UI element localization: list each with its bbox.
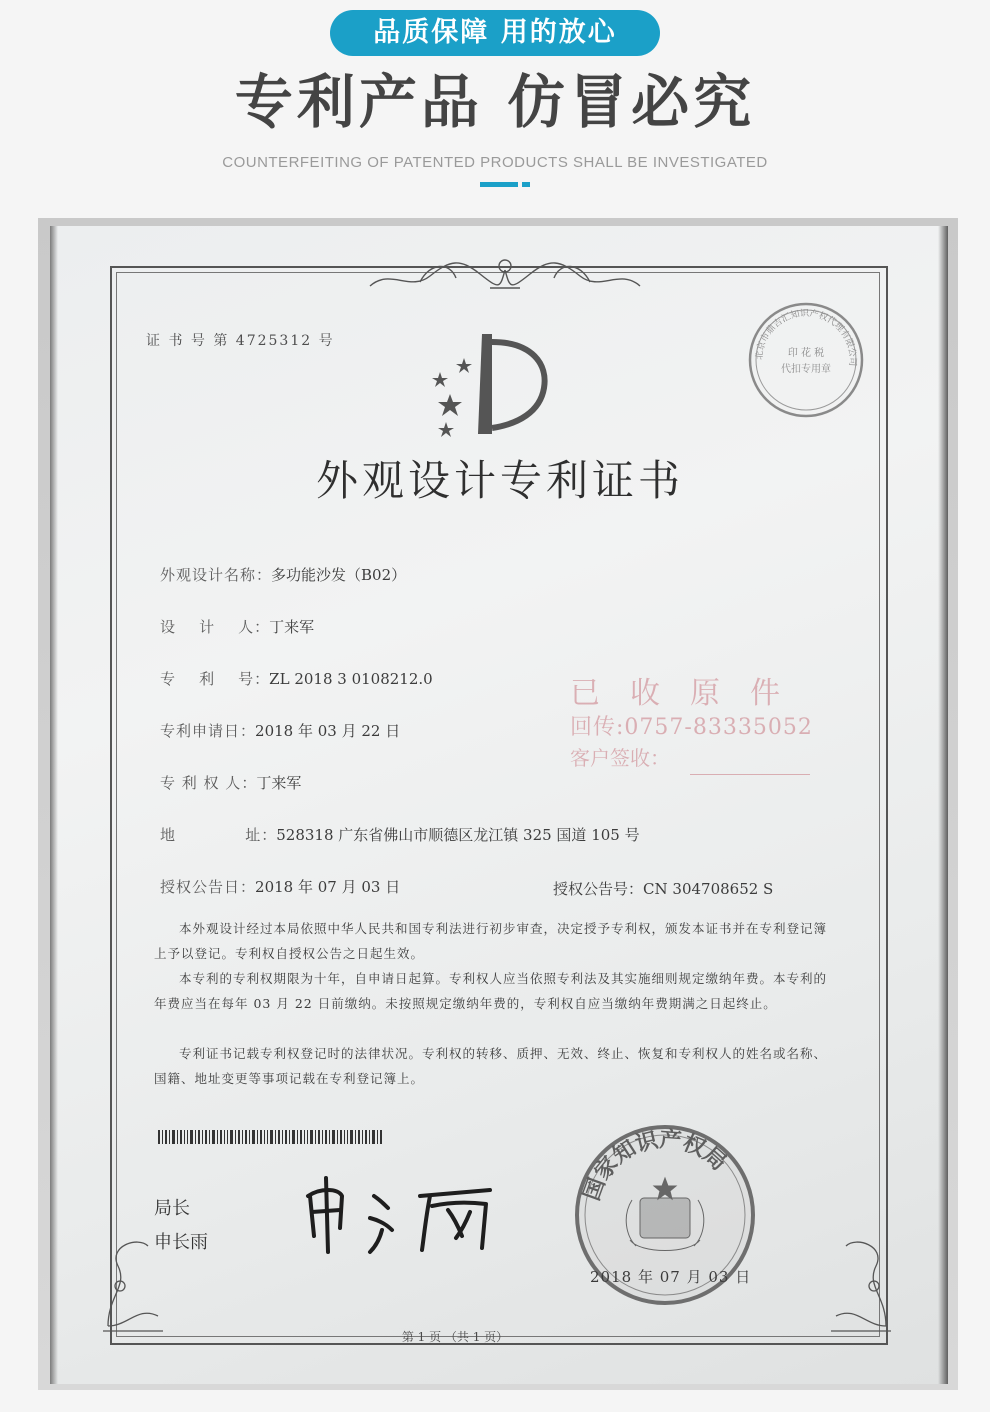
issue-date: 2018 年 07 月 03 日 [590,1268,752,1286]
patentee-label: 专 利 权 人 [160,774,242,792]
certificate-paragraph-2: 本专利的专利权期限为十年，自申请日起算。专利权人应当依照专利法及其实施细则规定缴纳年费。本专利的年费应当在每年 03 月 22 日前缴纳。未按照规定缴纳年费的，专利权自应当缴纳年费期满之日起终止。 [154,971,828,1011]
received-stamp-line2: 回传:0757-83335052 [570,715,813,740]
corner-ornament-icon [826,1226,896,1336]
application-date-row: 专利申请日：2018 年 03 月 22 日 [160,722,401,740]
received-original-stamp [570,676,820,772]
tax-stamp-center-line2: 代扣专用章 [781,364,831,375]
received-stamp-line3: 客户签收： [570,746,670,770]
patent-office-emblem-icon [420,324,570,444]
director-title: 局长 [154,1198,190,1219]
paper-edge-shadow [50,226,58,1384]
top-ornament-icon [360,248,650,294]
application-date-label: 专利申请日 [160,722,241,740]
designer-row: 设 计 人：丁来军 [160,618,315,636]
accent-divider [480,182,518,187]
patent-certificate [50,226,948,1384]
announce-number-label: 授权公告号 [553,880,629,898]
certificate-paragraph-3: 专利证书记载专利权登记时的法律状况。专利权的转移、质押、无效、终止、恢复和专利权人的姓名或名称、国籍、地址变更等事项记载在专利登记簿上。 [154,1046,828,1086]
patent-number-value: ZL 2018 3 0108212.0 [269,670,433,688]
announce-date-value: 2018 年 07 月 03 日 [255,878,401,896]
paper-edge-shadow [938,226,948,1384]
designer-label: 设 计 人 [160,618,255,636]
designer-value: 丁来军 [269,618,315,636]
certificate-title: 外观设计专利证书 [315,456,684,505]
accent-divider-dot [522,182,530,187]
certificate-paragraph-1: 本外观设计经过本局依照中华人民共和国专利法进行初步审查，决定授予专利权，颁发本证书并在专利登记簿上予以登记。专利权自授权公告之日起生效。 [154,921,828,961]
quality-badge: 品质保障 用的放心 [330,10,660,56]
patentee-value: 丁来军 [256,774,302,792]
announce-date-label: 授权公告日 [160,878,241,896]
address-label: 地 址 [160,826,262,844]
page-headline: 专利产品 仿冒必究 [234,68,756,136]
address-row: 地 址：528318 广东省佛山市顺德区龙江镇 325 国道 105 号 [160,826,640,844]
tax-stamp [744,298,868,422]
patent-number-row: 专 利 号：ZL 2018 3 0108212.0 [160,670,433,688]
announce-number-value: CN 304708652 S [643,880,774,898]
design-name-label: 外观设计名称 [160,566,257,584]
announce-number-row: 授权公告号：CN 304708652 S [553,880,774,898]
director-signature [290,1166,510,1256]
design-name-row: 外观设计名称：多功能沙发（B02） [160,566,407,584]
director-name: 申长雨 [154,1232,208,1253]
tax-stamp-center-line1: 印 花 税 [787,348,825,359]
received-stamp-line1: 已收原件 [570,676,810,711]
announce-date-row: 授权公告日：2018 年 07 月 03 日 [160,878,401,896]
seal-ring-text: 国家知识产权局 [578,1126,732,1205]
signature-line [690,774,810,775]
page-number: 第 1 页 （共 1 页） [401,1330,509,1344]
tax-stamp-ring-text: 北京市鼎吉汇知识产权代理有限公司 [754,308,858,367]
certificate-number: 证 书 号 第 4725312 号 [146,333,335,349]
address-value: 528318 广东省佛山市顺德区龙江镇 325 国道 105 号 [276,826,640,844]
design-name-value: 多功能沙发（B02） [271,566,407,584]
page-subline: COUNTERFEITING OF PATENTED PRODUCTS SHALL BE INVESTIGATED [222,154,768,171]
patent-number-label: 专 利 号 [160,670,255,688]
application-date-value: 2018 年 03 月 22 日 [255,722,401,740]
patentee-row: 专 利 权 人：丁来军 [160,774,302,792]
barcode [158,1130,384,1144]
